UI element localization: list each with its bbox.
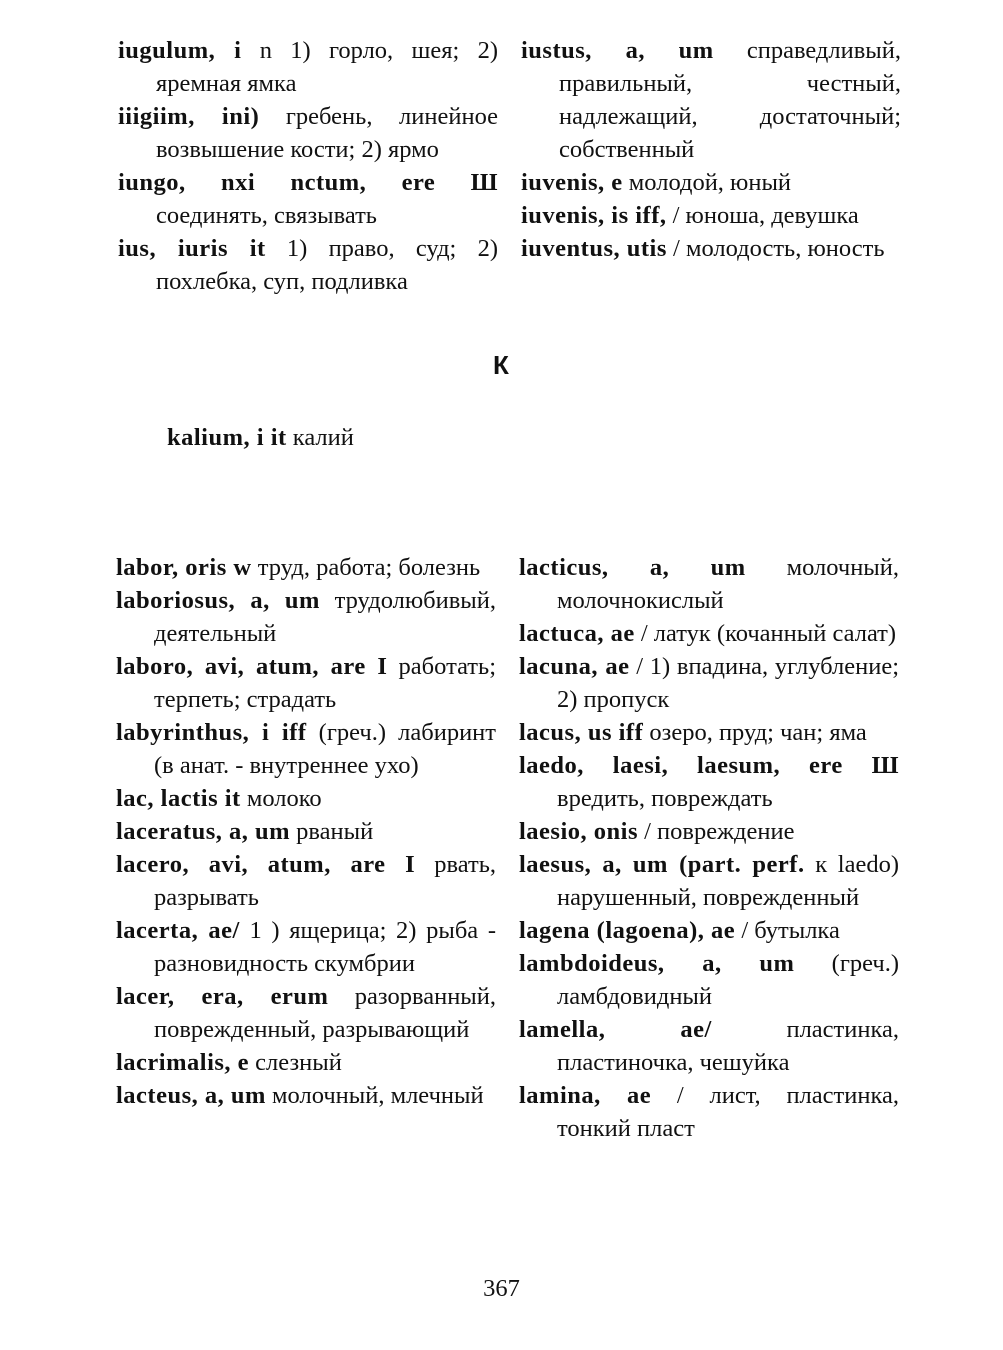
dictionary-entry	[519, 848, 899, 914]
entry-headword: iuventus, utis	[521, 235, 667, 262]
page-number: 367	[483, 1275, 520, 1302]
entry-headword: lacuna, ae	[519, 653, 630, 680]
entry-definition: / повреждение	[638, 818, 795, 845]
dictionary-entry	[116, 650, 496, 716]
top-left-column	[118, 34, 498, 298]
dictionary-entry	[116, 1079, 496, 1112]
dictionary-entry	[519, 815, 899, 848]
dictionary-entry	[116, 914, 496, 980]
dictionary-entry	[116, 848, 496, 914]
dictionary-entry	[118, 34, 498, 100]
dictionary-entry	[116, 815, 496, 848]
dictionary-entry	[519, 1079, 899, 1145]
entry-definition: молоко	[240, 785, 322, 812]
bottom-left-column	[116, 551, 496, 1112]
entry-headword: lac, lactis it	[116, 785, 241, 812]
dictionary-entry	[519, 1013, 899, 1079]
entry-headword: lacero, avi, atum, are I	[116, 851, 416, 878]
entry-definition: (греч.) лабиринт (в анат. - внутреннее ухо)	[154, 719, 496, 779]
entry-headword: iuvenis, e	[521, 169, 623, 196]
dictionary-entry	[521, 34, 901, 166]
entry-headword: ius, iuris it	[118, 235, 266, 262]
dictionary-entry	[519, 914, 899, 947]
dictionary-entry	[521, 232, 901, 265]
entry-headword: lacrimalis, e	[116, 1049, 250, 1076]
entry-definition: трудолюбивый, деятельный	[154, 587, 497, 647]
dictionary-entry	[521, 166, 901, 199]
entry-headword: lagena (lagoena), ae	[519, 917, 736, 944]
entry-headword: laceratus, a, um	[116, 818, 291, 845]
entry-definition: вредить, повреждать	[557, 785, 773, 812]
entry-definition: (греч.) ламбдовидный	[557, 950, 899, 1010]
entry-definition: разорванный, поврежденный, разрывающий	[154, 983, 497, 1043]
entry-definition: гребень, линейное возвышение кости; 2) ярмо	[156, 103, 499, 163]
entry-definition: пластинка, пластиночка, чешуйка	[557, 1016, 899, 1076]
entry-definition: рваный	[290, 818, 374, 845]
entry-definition: 1 ) ящерица; 2) рыба - разновидность скумбрии	[154, 917, 496, 977]
entry-definition: n 1) горло, шея; 2) яремная ямка	[156, 37, 498, 97]
entry-headword: iungo, nxi nctum, ere Ш	[118, 169, 498, 196]
entry-headword: laboriosus, a, um	[116, 587, 320, 614]
entry-headword: laesio, onis	[519, 818, 638, 845]
entry-definition: / 1) впадина, углубление; 2) пропуск	[557, 653, 900, 713]
entry-headword: iuvenis, is iff,	[521, 202, 667, 229]
entry-headword: lacticus, a, um	[519, 554, 746, 581]
entry-headword: iustus, a, um	[521, 37, 714, 64]
dictionary-entry	[519, 749, 899, 815]
entry-headword: laedo, laesi, laesum, ere Ш	[519, 752, 899, 779]
dictionary-entry	[116, 584, 496, 650]
entry-headword: lactuca, ae	[519, 620, 635, 647]
entry-headword: lacerta, ae/	[116, 917, 240, 944]
bottom-right-column	[519, 551, 899, 1145]
entry-definition: молочный, молочнокислый	[557, 554, 899, 614]
dictionary-entry	[519, 617, 899, 650]
entry-headword: laboro, avi, atum, are I	[116, 653, 388, 680]
dictionary-entry	[116, 782, 496, 815]
entry-definition: молодой, юный	[622, 169, 792, 196]
dictionary-entry	[116, 716, 496, 782]
dictionary-entry	[519, 947, 899, 1013]
top-right-column	[521, 34, 901, 265]
entry-headword: lacer, era, erum	[116, 983, 329, 1010]
entry-headword: lacteus, a, um	[116, 1082, 266, 1109]
entry-definition: / лист, пластинка, тонкий пласт	[557, 1082, 899, 1142]
entry-headword: labyrinthus, i iff	[116, 719, 307, 746]
entry-definition: / юноша, девушка	[666, 202, 859, 229]
entry-definition: молочный, млечный	[265, 1082, 484, 1109]
dictionary-entry	[116, 980, 496, 1046]
dictionary-entry	[118, 100, 498, 166]
entry-definition: слезный	[249, 1049, 342, 1076]
dictionary-entry	[519, 551, 899, 617]
entry-definition: / бутылка	[735, 917, 840, 944]
dictionary-entry	[116, 1046, 496, 1079]
entry-headword: laesus, a, um (part. perf.	[519, 851, 805, 878]
entry-definition: к laedo) нарушенный, поврежденный	[557, 851, 899, 911]
entry-definition: рвать, разрывать	[154, 851, 496, 911]
entry-definition: / латук (кочанный салат)	[634, 620, 897, 647]
dictionary-entry	[519, 716, 899, 749]
entry-definition: справедливый, правильный, честный, надлежащий, достаточный; собственный	[559, 37, 901, 163]
entry-headword: iiigiim, ini)	[118, 103, 260, 130]
entry-headword: iugulum, i	[118, 37, 242, 64]
entry-definition: работать; терпеть; страдать	[154, 653, 496, 713]
dictionary-entry	[167, 421, 354, 454]
entry-definition: калий	[286, 424, 354, 451]
entry-definition: труд, работа; болезнь	[251, 554, 481, 581]
dictionary-entry	[116, 551, 496, 584]
entry-headword: lacus, us iff	[519, 719, 644, 746]
entry-headword: lambdoideus, a, um	[519, 950, 795, 977]
entry-headword: labor, oris w	[116, 554, 252, 581]
dictionary-entry	[519, 650, 899, 716]
section-letter-heading: К	[493, 350, 509, 380]
entry-definition: 1) право, суд; 2) похлебка, суп, подливка	[156, 235, 498, 295]
entry-headword: kalium, i it	[167, 424, 287, 451]
dictionary-entry	[118, 232, 498, 298]
dictionary-entry	[118, 166, 498, 232]
entry-headword: lamella, ae/	[519, 1016, 712, 1043]
entry-definition: соединять, связывать	[156, 202, 377, 229]
dictionary-entry	[521, 199, 901, 232]
entry-definition: / молодость, юность	[666, 235, 885, 262]
entry-headword: lamina, ae	[519, 1082, 652, 1109]
entry-definition: озеро, пруд; чан; яма	[643, 719, 867, 746]
